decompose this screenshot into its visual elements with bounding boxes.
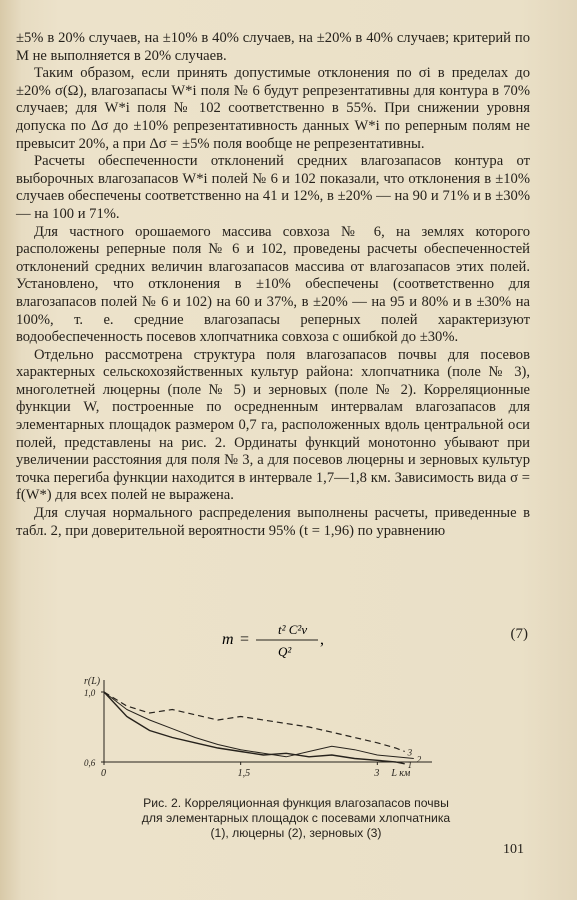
x-tick-label: 0 — [101, 768, 106, 779]
equation-7 — [16, 612, 530, 659]
body-text — [16, 30, 530, 540]
paragraph: Отдельно рассмотрена структура поля влагозапасов почвы для посевов характерных сельскохозяйственных культур района: хлопчатника (поле № 3), многолетней люцерны (поле № 5) и зерновых (поле № 2). Корреляционные функции W, построенные по осредненным интервалам влагозапасов для элементарных площадок размером 0,7 га, расположенных вдоль центральной оси полей, представлены на рис. 2. Ординаты функций монотонно убывают при увеличении расстояния для поля № 3, а для посевов люцерны и зерновых культур точка перегиба функции находится в интервале 1,7—1,8 км. Зависимость вида σ = f(W*) для всех полей не выражена. — [16, 346, 530, 504]
formula-lhs: m — [222, 631, 234, 648]
paragraph: ±5% в 20% случаев, на ±10% в 40% случаев, на ±20% в 40% случаев; критерий по M не выполняется в 20% случаев. — [16, 30, 530, 64]
formula-equals: = — [240, 631, 250, 648]
series-label-3: 3 — [407, 747, 413, 758]
formula-denominator: Q² — [278, 644, 292, 659]
paragraph: Таким образом, если принять допустимые отклонения по σi в пределах до ±20% σ(Ω), влагозапасы W*i поля № 6 будут репрезентативны для контура в 70% случаев; для W*i поля № 102 соответственно в 55%. При снижении уровня допуска по Δσ до ±10% репрезентативность данных W*i по реперным полям не превысит 20%, а при Δσ = ±5% поля вообще не репрезентативны. — [16, 65, 530, 152]
series-line-2 — [104, 692, 414, 759]
equation-number: (7) — [510, 626, 528, 642]
series-line-1 — [104, 692, 405, 764]
paragraph: Для частного орошаемого массива совхоза № 6, на землях которого расположены реперные поля № 6 и 102, проведены расчеты обеспеченностей отклонений средних величин влагозапасов массива от влагозапасов этих полей. Установлено, что отклонения в ±10% обеспечены (соответственно для влагозапасов полей № 6 и 102) на 60 и 37%, в ±20% — на 95 и 80% и в ±30% на 100%, т. е. средние влагозапасы реперных полей характеризуют водообеспеченность посевов хлопчатника совхоза с ошибкой до ±30%. — [16, 223, 530, 346]
x-tick-label: 3 — [374, 768, 380, 779]
y-tick-label: 1,0 — [84, 688, 96, 698]
formula-numerator: t² C²v — [278, 622, 308, 637]
y-axis-label: r(L) — [84, 676, 101, 687]
figure-caption — [76, 796, 516, 841]
paragraph: Для случая нормального распределения выполнены расчеты, приведенные в табл. 2, при доверительной вероятности 95% (t = 1,96) по уравнению — [16, 505, 530, 539]
caption-line-2: для элементарных площадок с посевами хлопчатника — [141, 811, 451, 825]
page-number: 101 — [503, 842, 524, 857]
formula-expression — [222, 620, 342, 660]
paragraph: Расчеты обеспеченности отклонений средних влагозапасов контура от выборочных влагозапасов W*i полей № 6 и 102 показали, что отклонения в ±10% случаев обеспечены соответственно на 41 и 12%, в ±20% — на 90 и 71% и в ±30% — на 100 и 71%. — [16, 153, 530, 222]
series-label-2: 2 — [416, 754, 422, 765]
caption-line-1: Рис. 2. Корреляционная функция влагозапасов почвы — [143, 796, 449, 810]
x-tick-label: 1,5 — [237, 768, 251, 779]
series-line-3 — [104, 692, 405, 752]
x-axis-label: L км — [391, 768, 411, 779]
series-label-1: 1 — [407, 759, 413, 770]
y-tick-label: 0,6 — [84, 758, 96, 768]
caption-line-3: (1), люцерны (2), зерновых (3) — [210, 826, 382, 840]
correlation-chart — [82, 670, 452, 790]
formula-comma: , — [320, 631, 324, 648]
